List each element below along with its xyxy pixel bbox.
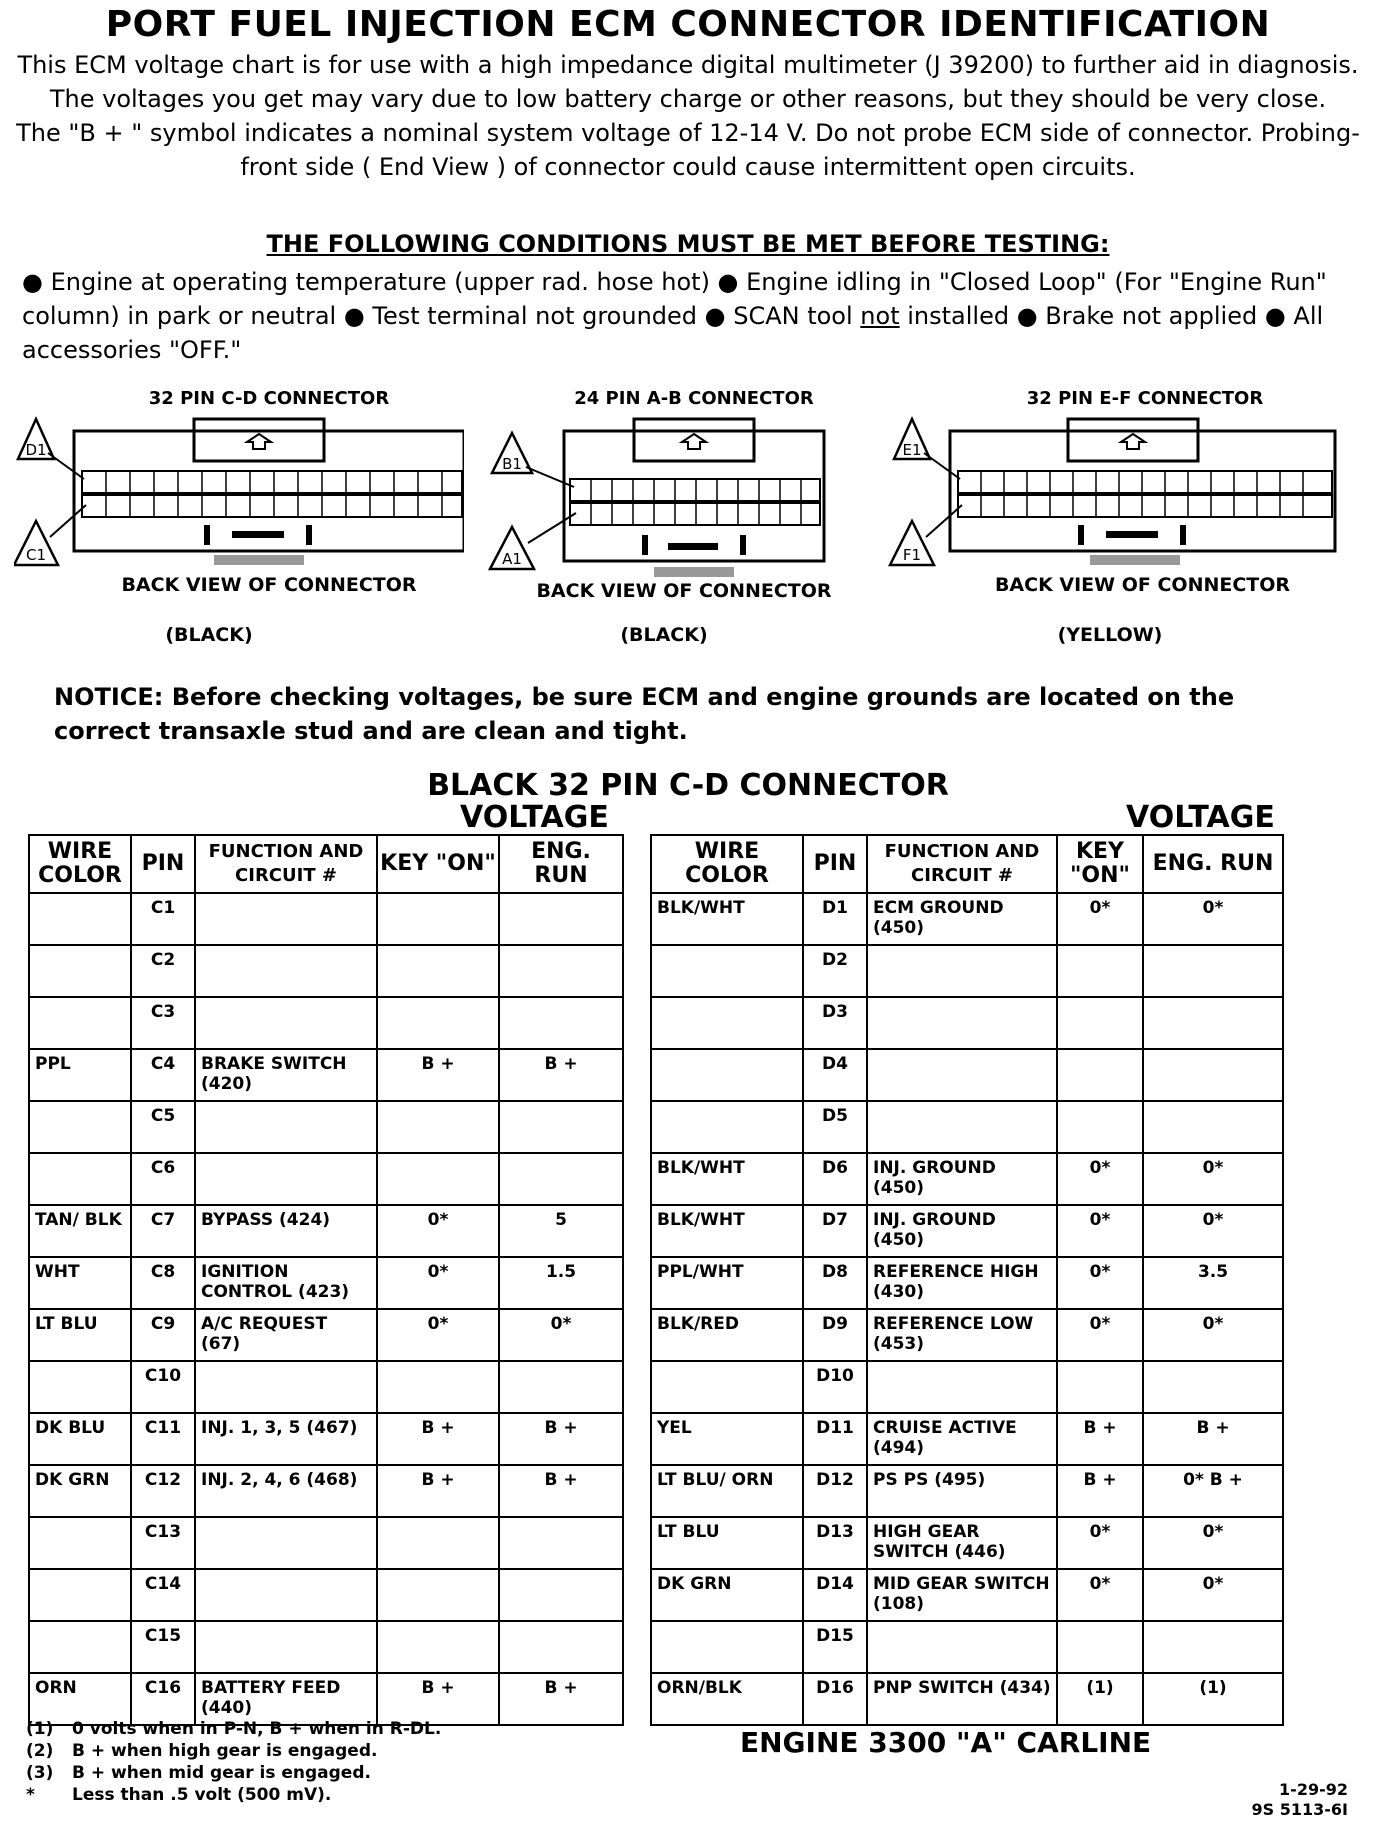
table-row — [651, 1205, 1283, 1257]
table-row — [651, 1309, 1283, 1361]
footnote-2: (2) B + when high gear is engaged. — [26, 1741, 378, 1761]
eng-run-cell — [499, 945, 623, 997]
key-on-cell: 0* — [1057, 1517, 1143, 1569]
function-cell: IGNITION CONTROL (423) — [195, 1257, 377, 1309]
pin-cell: D2 — [803, 945, 867, 997]
col-eng-run: ENG. RUN — [499, 835, 623, 893]
pin-cell: D11 — [803, 1413, 867, 1465]
wire-color-cell: LT BLU/ ORN — [651, 1465, 803, 1517]
key-on-cell: 0* — [1057, 1309, 1143, 1361]
page-title: PORT FUEL INJECTION ECM CONNECTOR IDENTIFICATION — [105, 4, 1271, 45]
eng-run-cell: 0* — [1143, 1309, 1283, 1361]
pin-cell: D4 — [803, 1049, 867, 1101]
label-d1: D1 — [25, 441, 47, 459]
wire-color-cell — [651, 945, 803, 997]
pin-cell: C12 — [131, 1465, 195, 1517]
pin-cell: C2 — [131, 945, 195, 997]
pin-cell: C9 — [131, 1309, 195, 1361]
intro-paragraph-2: The "B + " symbol indicates a nominal system voltage of 12-14 V. Do not probe ECM side of connector. Probing-front side ( End View ) of connector could cause intermittent open circuits. — [16, 119, 1360, 181]
key-on-cell — [1057, 945, 1143, 997]
wire-color-cell: ORN/BLK — [651, 1673, 803, 1725]
function-cell: HIGH GEAR SWITCH (446) — [867, 1517, 1057, 1569]
doc-date — [1252, 1780, 1348, 1820]
col-function: FUNCTION AND CIRCUIT # — [195, 835, 377, 893]
function-cell: BATTERY FEED (440) — [195, 1673, 377, 1725]
label-c1: C1 — [25, 546, 47, 564]
footnote-4: * Less than .5 volt (500 mV). — [26, 1785, 332, 1805]
function-cell: INJ. 1, 3, 5 (467) — [195, 1413, 377, 1465]
pin-cell: D9 — [803, 1309, 867, 1361]
pin-cell: C7 — [131, 1205, 195, 1257]
table-row — [29, 997, 623, 1049]
eng-run-cell: B + — [499, 1413, 623, 1465]
connector-color-caption: (BLACK) — [165, 624, 253, 646]
eng-run-cell: B + — [1143, 1413, 1283, 1465]
key-on-cell: B + — [377, 1049, 499, 1101]
eng-run-cell: 0* — [1143, 1153, 1283, 1205]
connector-view-caption: BACK VIEW OF CONNECTOR — [121, 574, 417, 596]
table-row — [29, 1049, 623, 1101]
col-function: FUNCTION AND CIRCUIT # — [867, 835, 1057, 893]
key-on-cell — [377, 1101, 499, 1153]
pin-cell: C16 — [131, 1673, 195, 1725]
key-on-cell — [1057, 1049, 1143, 1101]
key-on-cell — [377, 1517, 499, 1569]
table-row — [29, 1517, 623, 1569]
function-cell: REFERENCE HIGH (430) — [867, 1257, 1057, 1309]
key-on-cell: B + — [377, 1465, 499, 1517]
wire-color-cell: TAN/ BLK — [29, 1205, 131, 1257]
connector-diagram-ab — [484, 388, 854, 646]
table-row — [651, 893, 1283, 945]
section-title: BLACK 32 PIN C-D CONNECTOR — [427, 768, 949, 803]
function-cell — [195, 997, 377, 1049]
engine-label: ENGINE 3300 "A" CARLINE — [740, 1726, 1152, 1759]
table-row — [29, 1621, 623, 1673]
key-on-cell: 0* — [377, 1257, 499, 1309]
function-cell — [195, 893, 377, 945]
function-cell — [867, 1101, 1057, 1153]
function-cell — [195, 945, 377, 997]
pin-cell: C8 — [131, 1257, 195, 1309]
eng-run-cell — [499, 1153, 623, 1205]
key-on-cell — [1057, 997, 1143, 1049]
eng-run-cell — [1143, 997, 1283, 1049]
table-row — [29, 1153, 623, 1205]
eng-run-cell — [1143, 945, 1283, 997]
function-cell: INJ. GROUND (450) — [867, 1205, 1057, 1257]
pin-cell: D5 — [803, 1101, 867, 1153]
connector-title: 32 PIN C-D CONNECTOR — [148, 388, 390, 409]
doc-number: 9S 5113-6I — [1251, 1800, 1348, 1819]
intro-text — [16, 48, 1360, 184]
wire-color-cell: ORN — [29, 1673, 131, 1725]
eng-run-cell: 0* — [1143, 1205, 1283, 1257]
eng-run-cell: B + — [499, 1673, 623, 1725]
eng-run-cell: B + — [499, 1465, 623, 1517]
eng-run-cell: 1.5 — [499, 1257, 623, 1309]
conditions-text — [22, 265, 1342, 367]
table-row — [651, 1361, 1283, 1413]
function-cell: PS PS (495) — [867, 1465, 1057, 1517]
key-on-cell — [377, 945, 499, 997]
connector-ef-drawing — [880, 409, 1340, 569]
function-cell: INJ. GROUND (450) — [867, 1153, 1057, 1205]
eng-run-cell — [499, 1517, 623, 1569]
pin-cell: C11 — [131, 1413, 195, 1465]
pin-cell: C1 — [131, 893, 195, 945]
function-cell: BYPASS (424) — [195, 1205, 377, 1257]
key-on-cell — [377, 893, 499, 945]
wire-color-cell: BLK/WHT — [651, 1205, 803, 1257]
function-cell: A/C REQUEST (67) — [195, 1309, 377, 1361]
connector-title: 32 PIN E-F CONNECTOR — [1026, 388, 1264, 409]
wire-color-cell — [651, 997, 803, 1049]
table-row — [651, 1153, 1283, 1205]
wire-color-cell: DK BLU — [29, 1413, 131, 1465]
wire-color-cell: PPL/WHT — [651, 1257, 803, 1309]
key-on-cell: 0* — [377, 1205, 499, 1257]
function-cell — [195, 1621, 377, 1673]
eng-run-cell — [1143, 1621, 1283, 1673]
key-on-cell: 0* — [1057, 893, 1143, 945]
eng-run-cell — [499, 1361, 623, 1413]
pin-cell: C13 — [131, 1517, 195, 1569]
eng-run-cell — [1143, 1101, 1283, 1153]
function-cell: REFERENCE LOW (453) — [867, 1309, 1057, 1361]
eng-run-cell — [499, 893, 623, 945]
function-cell — [195, 1569, 377, 1621]
eng-run-cell: 3.5 — [1143, 1257, 1283, 1309]
pin-cell: C5 — [131, 1101, 195, 1153]
function-cell — [195, 1101, 377, 1153]
table-row — [651, 997, 1283, 1049]
col-wire-color: WIRE COLOR — [29, 835, 131, 893]
function-cell — [867, 1361, 1057, 1413]
eng-run-cell — [499, 997, 623, 1049]
key-on-cell — [377, 1361, 499, 1413]
wire-color-cell — [29, 1101, 131, 1153]
wire-color-cell — [29, 1569, 131, 1621]
date-text: 1-29-92 — [1279, 1780, 1348, 1799]
table-row — [651, 1673, 1283, 1725]
key-on-cell — [1057, 1101, 1143, 1153]
wire-color-cell — [29, 1517, 131, 1569]
wire-color-cell: BLK/WHT — [651, 1153, 803, 1205]
table-row — [29, 1569, 623, 1621]
eng-run-cell — [499, 1569, 623, 1621]
wire-color-cell — [29, 1361, 131, 1413]
pin-cell: C10 — [131, 1361, 195, 1413]
key-on-cell: 0* — [1057, 1569, 1143, 1621]
wire-color-cell: YEL — [651, 1413, 803, 1465]
table-row — [651, 1413, 1283, 1465]
table-row — [651, 1257, 1283, 1309]
function-cell: MID GEAR SWITCH (108) — [867, 1569, 1057, 1621]
eng-run-cell: 0* B + — [1143, 1465, 1283, 1517]
key-on-cell: B + — [377, 1413, 499, 1465]
wire-color-cell: DK GRN — [29, 1465, 131, 1517]
intro-paragraph-1: This ECM voltage chart is for use with a high impedance digital multimeter (J 39200) to further aid in diagnosis. The voltages you get may vary due to low battery charge or other reasons, but they should be very close. — [17, 51, 1359, 113]
key-on-cell: 0* — [1057, 1257, 1143, 1309]
function-cell — [195, 1361, 377, 1413]
pin-cell: D14 — [803, 1569, 867, 1621]
pin-cell: C15 — [131, 1621, 195, 1673]
table-row — [29, 1465, 623, 1517]
connector-cd-drawing — [14, 409, 464, 569]
table-row — [29, 1257, 623, 1309]
wire-color-cell — [651, 1101, 803, 1153]
key-on-cell — [377, 1569, 499, 1621]
table-row — [29, 1413, 623, 1465]
function-cell — [867, 997, 1057, 1049]
function-cell: BRAKE SWITCH (420) — [195, 1049, 377, 1101]
wire-color-cell — [29, 1621, 131, 1673]
pin-cell: D12 — [803, 1465, 867, 1517]
wire-color-cell: BLK/RED — [651, 1309, 803, 1361]
voltage-label-left: VOLTAGE — [460, 800, 609, 835]
col-key-on: KEY "ON" — [377, 835, 499, 893]
table-row — [651, 1621, 1283, 1673]
eng-run-cell — [1143, 1361, 1283, 1413]
wire-color-cell: BLK/WHT — [651, 893, 803, 945]
connector-view-caption: BACK VIEW OF CONNECTOR — [994, 574, 1291, 596]
key-on-cell: 0* — [1057, 1205, 1143, 1257]
table-row — [651, 1569, 1283, 1621]
wire-color-cell — [651, 1049, 803, 1101]
key-on-cell — [1057, 1621, 1143, 1673]
eng-run-cell: 0* — [1143, 893, 1283, 945]
pin-cell: D8 — [803, 1257, 867, 1309]
connector-title: 24 PIN A-B CONNECTOR — [574, 388, 814, 409]
table-row — [651, 1101, 1283, 1153]
table-row — [29, 1101, 623, 1153]
eng-run-cell: 0* — [1143, 1517, 1283, 1569]
eng-run-cell: 0* — [1143, 1569, 1283, 1621]
function-cell: ECM GROUND (450) — [867, 893, 1057, 945]
pin-table-d — [650, 834, 1284, 1726]
function-cell — [867, 1049, 1057, 1101]
table-row — [651, 1517, 1283, 1569]
key-on-cell: B + — [377, 1673, 499, 1725]
connector-diagram-cd — [14, 388, 464, 646]
wire-color-cell — [29, 893, 131, 945]
wire-color-cell: PPL — [29, 1049, 131, 1101]
key-on-cell: 0* — [1057, 1153, 1143, 1205]
key-on-cell — [377, 1621, 499, 1673]
pin-cell: D1 — [803, 893, 867, 945]
wire-color-cell: LT BLU — [29, 1309, 131, 1361]
wire-color-cell — [651, 1361, 803, 1413]
function-cell: PNP SWITCH (434) — [867, 1673, 1057, 1725]
col-pin: PIN — [131, 835, 195, 893]
footnote-1: (1) 0 volts when in P-N, B + when in R-DL. — [26, 1719, 442, 1739]
pin-cell: D13 — [803, 1517, 867, 1569]
connector-view-caption: BACK VIEW OF CONNECTOR — [536, 580, 832, 602]
function-cell — [195, 1517, 377, 1569]
label-e1: E1 — [902, 441, 922, 459]
eng-run-cell: (1) — [1143, 1673, 1283, 1725]
table-row — [651, 1049, 1283, 1101]
function-cell — [195, 1153, 377, 1205]
pin-cell: D6 — [803, 1153, 867, 1205]
conditions-underlined: not — [860, 302, 900, 330]
pin-cell: C6 — [131, 1153, 195, 1205]
col-pin: PIN — [803, 835, 867, 893]
pin-table-d-body — [651, 893, 1283, 1725]
wire-color-cell — [29, 997, 131, 1049]
function-cell — [867, 945, 1057, 997]
pin-cell: D15 — [803, 1621, 867, 1673]
key-on-cell: B + — [1057, 1413, 1143, 1465]
voltage-label-right: VOLTAGE — [1126, 800, 1275, 835]
eng-run-cell: B + — [499, 1049, 623, 1101]
eng-run-cell — [499, 1621, 623, 1673]
pin-table-c-body — [29, 893, 623, 1725]
connector-color-caption: (BLACK) — [620, 624, 708, 646]
label-f1: F1 — [902, 546, 922, 564]
col-key-on: KEY "ON" — [1057, 835, 1143, 893]
pin-cell: D3 — [803, 997, 867, 1049]
table-row — [651, 1465, 1283, 1517]
pin-table-c — [28, 834, 624, 1726]
eng-run-cell — [499, 1101, 623, 1153]
connector-ab-drawing — [484, 409, 854, 579]
pin-cell: D7 — [803, 1205, 867, 1257]
pin-cell: C4 — [131, 1049, 195, 1101]
wire-color-cell — [29, 1153, 131, 1205]
pin-cell: C14 — [131, 1569, 195, 1621]
wire-color-cell: LT BLU — [651, 1517, 803, 1569]
conditions-part-a: ● Engine at operating temperature (upper rad. hose hot) ● Engine idling in "Closed Loop" (For "Engine Run" column) in park or neutral ● Test terminal not grounded ● SCAN tool — [22, 268, 1327, 330]
connector-color-caption: (YELLOW) — [1057, 624, 1163, 646]
key-on-cell — [377, 997, 499, 1049]
pin-cell: C3 — [131, 997, 195, 1049]
key-on-cell: 0* — [377, 1309, 499, 1361]
function-cell — [867, 1621, 1057, 1673]
footnote-3: (3) B + when mid gear is engaged. — [26, 1763, 371, 1783]
function-cell: CRUISE ACTIVE (494) — [867, 1413, 1057, 1465]
label-a1: A1 — [502, 550, 522, 568]
col-eng-run: ENG. RUN — [1143, 835, 1283, 893]
table-row — [29, 1309, 623, 1361]
col-wire-color: WIRE COLOR — [651, 835, 803, 893]
notice-text: NOTICE: Before checking voltages, be sure ECM and engine grounds are located on the correct transaxle stud and are clean and tight. — [54, 683, 1235, 745]
key-on-cell — [1057, 1361, 1143, 1413]
pin-cell: D10 — [803, 1361, 867, 1413]
eng-run-cell: 0* — [499, 1309, 623, 1361]
conditions-heading: THE FOLLOWING CONDITIONS MUST BE MET BEFORE TESTING: — [266, 230, 1110, 258]
table-row — [29, 945, 623, 997]
key-on-cell — [377, 1153, 499, 1205]
label-b1: B1 — [502, 455, 522, 473]
table-row — [29, 893, 623, 945]
wire-color-cell: DK GRN — [651, 1569, 803, 1621]
connector-diagram-ef — [880, 388, 1340, 646]
wire-color-cell: WHT — [29, 1257, 131, 1309]
table-row — [29, 1361, 623, 1413]
function-cell: INJ. 2, 4, 6 (468) — [195, 1465, 377, 1517]
pin-cell: D16 — [803, 1673, 867, 1725]
wire-color-cell — [651, 1621, 803, 1673]
footnotes — [26, 1718, 441, 1806]
key-on-cell: (1) — [1057, 1673, 1143, 1725]
wire-color-cell — [29, 945, 131, 997]
eng-run-cell: 5 — [499, 1205, 623, 1257]
table-row — [29, 1205, 623, 1257]
eng-run-cell — [1143, 1049, 1283, 1101]
table-row — [651, 945, 1283, 997]
conditions-part-b: installed ● Brake not applied ● All accessories "OFF." — [22, 302, 1324, 364]
key-on-cell: B + — [1057, 1465, 1143, 1517]
